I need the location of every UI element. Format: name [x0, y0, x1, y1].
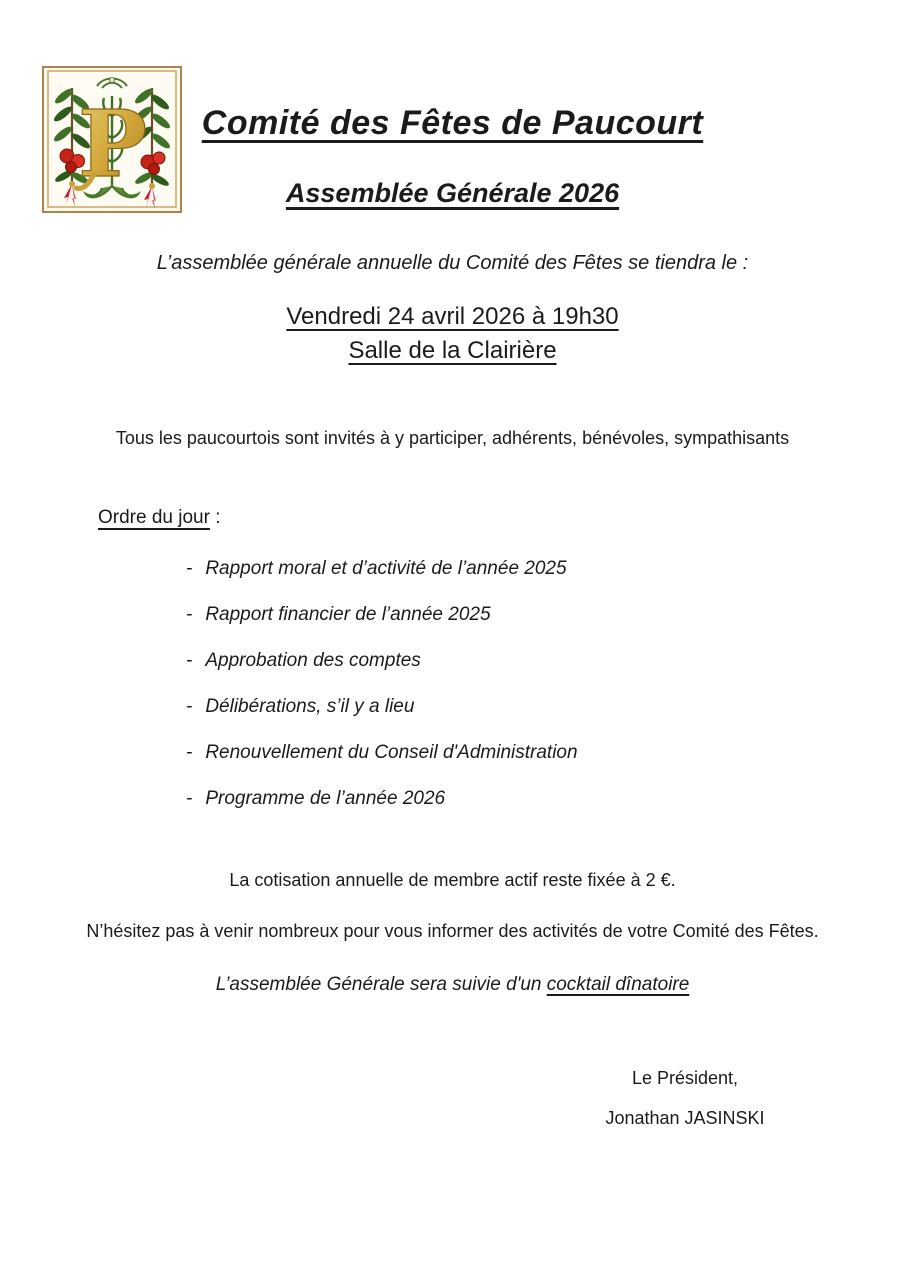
- agenda-item-text: Renouvellement du Conseil d'Administration: [205, 742, 578, 763]
- agenda-item: [186, 603, 578, 627]
- dash-bullet: -: [186, 650, 193, 671]
- intro-line: L’assemblée générale annuelle du Comité des Fêtes se tiendra le :: [156, 252, 749, 274]
- agenda-item-text: Délibérations, s’il y a lieu: [205, 696, 415, 717]
- appeal-line: N’hésitez pas à venir nombreux pour vous informer des activités de votre Comité des Fêtes.: [86, 921, 819, 941]
- page-title-text: Comité des Fêtes de Paucourt: [201, 104, 704, 142]
- signature-block: [540, 1068, 830, 1129]
- agenda-item-text: Rapport financier de l’année 2025: [205, 604, 491, 625]
- invitation-line: Tous les paucourtois sont invités à y participer, adhérents, bénévoles, sympathisants: [115, 428, 790, 448]
- agenda-item: [186, 695, 578, 719]
- agenda-list: [186, 557, 578, 833]
- agenda-heading: [98, 507, 221, 529]
- svg-text:P: P: [78, 90, 148, 198]
- agenda-item: [186, 649, 578, 673]
- meeting-venue-text: Salle de la Clairière: [348, 337, 557, 364]
- page-title: [0, 104, 905, 143]
- agenda-item-text: Approbation des comptes: [205, 650, 421, 671]
- agenda-item-text: Programme de l’année 2026: [205, 788, 446, 809]
- agenda-item-text: Rapport moral et d’activité de l’année 2025: [205, 558, 567, 579]
- agenda-heading-text: Ordre du jour: [98, 507, 210, 528]
- agenda-heading-suffix: :: [209, 507, 221, 528]
- page-subtitle: [0, 178, 905, 209]
- agenda-item: [186, 787, 578, 811]
- closing-line: [0, 974, 905, 996]
- agenda-item: [186, 741, 578, 765]
- meeting-date-line: [0, 303, 905, 331]
- dash-bullet: -: [186, 742, 193, 763]
- dash-bullet: -: [186, 558, 193, 579]
- agenda-item: [186, 557, 578, 581]
- dash-bullet: -: [186, 696, 193, 717]
- signature-role: Le Président,: [631, 1068, 739, 1088]
- dues-line: La cotisation annuelle de membre actif reste fixée à 2 €.: [229, 870, 676, 890]
- dash-bullet: -: [186, 604, 193, 625]
- meeting-date-text: Vendredi 24 avril 2026 à 19h30: [286, 303, 619, 330]
- signature-name: Jonathan JASINSKI: [605, 1108, 765, 1128]
- page-subtitle-text: Assemblée Générale 2026: [285, 178, 620, 208]
- meeting-venue-line: [0, 337, 905, 365]
- dash-bullet: -: [186, 788, 193, 809]
- closing-underlined-text: cocktail dînatoire: [546, 974, 690, 995]
- closing-prefix: L’assemblée Générale sera suivie d'un: [215, 974, 547, 995]
